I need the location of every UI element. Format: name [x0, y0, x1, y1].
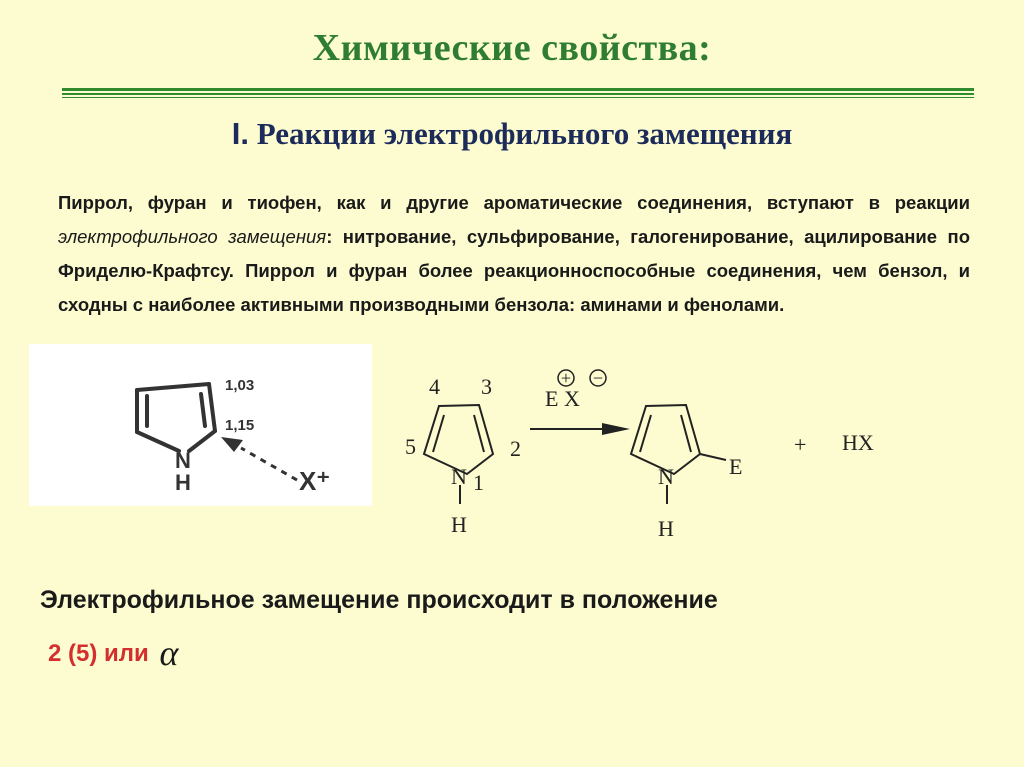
position-2-label: 2 — [510, 436, 521, 461]
ring-bond — [137, 432, 179, 451]
paragraph-italic-term: электрофильного замещения — [58, 226, 327, 247]
conclusion-text: Электрофильное замещение происходит в положение — [40, 586, 718, 614]
charge-value-bottom: 1,15 — [225, 417, 255, 434]
plus-sign: + — [794, 432, 807, 457]
alpha-symbol: α — [159, 633, 179, 673]
right-nitrogen-label: N — [658, 464, 674, 489]
answer-line — [48, 632, 178, 674]
byproduct-label: HX — [842, 430, 874, 455]
section-heading — [0, 116, 1024, 152]
left-nitrogen-label: N — [451, 464, 467, 489]
position-5-label: 5 — [405, 434, 416, 459]
double-bond-inner — [201, 394, 205, 426]
ring-bond — [189, 431, 215, 451]
electrophile-label: X⁺ — [299, 466, 331, 496]
position-4-label: 4 — [429, 374, 440, 399]
position-3-label: 3 — [481, 374, 492, 399]
substituent-label: E — [729, 454, 743, 479]
position-1-label: 1 — [473, 470, 484, 495]
positive-charge-sign: + — [560, 368, 572, 388]
title-rule — [62, 97, 974, 98]
right-hydrogen-label: H — [658, 516, 674, 541]
left-hydrogen-label: H — [451, 512, 467, 537]
charge-value-top: 1,03 — [225, 377, 255, 394]
section-number: I. — [231, 116, 250, 151]
attack-path — [241, 448, 297, 480]
negative-charge-sign: − — [592, 368, 604, 388]
nitrogen-label: N — [175, 448, 191, 473]
reagent-label: E X — [545, 386, 580, 411]
paragraph-text: : нитрование, сульфирование, галогенирование, ацилирование по Фриделю-Крафтсу. Пиррол и фуран более реакционноспособные соединения, чем бензол, и сходны с наиболее активными производными бензола: аминами и фенолами. — [58, 226, 970, 315]
intro-paragraph — [58, 186, 970, 322]
title-rule — [62, 88, 974, 91]
ring-bond — [209, 384, 215, 431]
reaction-scheme — [380, 350, 900, 550]
pyrrole-attack-figure — [29, 344, 372, 506]
reaction-arrow-head-icon — [602, 423, 630, 435]
pyrrole-attack-drawing — [29, 344, 372, 506]
arrow-head-icon — [221, 437, 243, 452]
title-rule — [62, 93, 974, 95]
hydrogen-label: H — [175, 470, 191, 495]
reaction-scheme-drawing — [380, 350, 900, 550]
answer-text: 2 (5) или — [48, 640, 149, 667]
substituent-bond — [700, 454, 726, 460]
ring-bond — [137, 384, 209, 390]
section-title: Реакции электрофильного замещения — [256, 116, 793, 151]
paragraph-text: Пиррол, фуран и тиофен, как и другие ароматические соединения, вступают в реакции — [58, 192, 970, 213]
slide-title: Химические свойства: — [312, 27, 712, 69]
